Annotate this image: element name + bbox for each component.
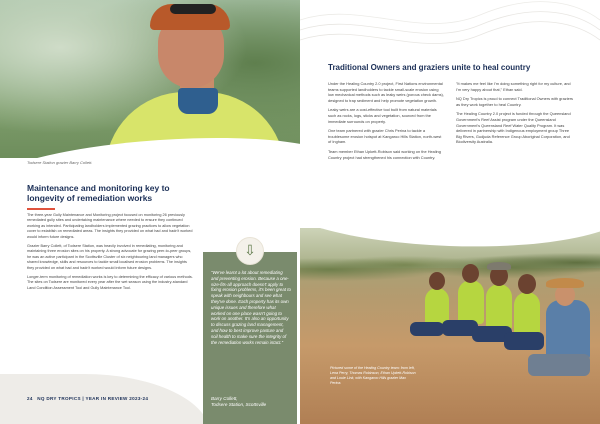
right-paragraph: Team member Ethan Upkett-Robison said working on the Healing Country project had strengthened his connection with Country. — [328, 148, 441, 160]
right-paragraph: Under the Healing Country 2.0 project, First Nations environmental teams supported landholders to tackle small-scale erosion using low mechanical methods such as leaky weirs (porous check dams), designed to trap sediment and help promote vegetation growth. — [328, 81, 444, 103]
right-column-2 — [456, 81, 574, 149]
page-number: 24 — [27, 396, 33, 401]
team-member-shirt — [514, 292, 540, 336]
quote-text: "We've learnt a lot about remediating and preventing erosion. Because a one-size-fits-all approach doesn't apply to fixing erosion problems, it's been great to speak with neighbours and see what they've done. Each property has its own unique issues and therefore what worked on one place wasn't going to work on another. It's also an opportunity to discuss grazing land management, and how to best improve pasture and soil health to make sure the integrity of the remediation works remain intact." — [211, 270, 291, 345]
right-photo-caption: Pictured some of the Healing Country team: from left, Lena Perry, Thomas Robinson, Ethan Upkett-Robison and Louie Link, with Kangaroo Hills grazier Max Perina. — [330, 366, 416, 385]
heading-accent-bar — [27, 208, 55, 210]
grazier-photo — [0, 0, 300, 158]
right-paragraph: The Healing Country 2.0 project is funded through the Queensland Government's Reef Assist program under the Queensland Government's Queensland Reef Water Quality Program. It was delivered in partnership with Indigenous employment group Three Big Rivers, Gudjuda Reference Group Aboriginal Corporation, and Biodiversity Australia. — [456, 111, 571, 145]
left-paragraph: The three-year Gully Maintenance and Monitoring project focused on monitoring 26 previously remediated gully sites and undertaking maintenance where needed to ensure they continued working as intended. Participating landholders implemented grazing practices to allow vegetation cover to establish on remediated areas. The insights they provided on what had and hadn't worked would inform future designs. — [27, 213, 193, 239]
person-collar — [178, 88, 218, 114]
footer-text: NQ DRY TROPICS | YEAR IN REVIEW 2023-24 — [37, 396, 149, 401]
right-paragraph: Leaky weirs are a cost-effective tool built from natural materials such as rocks, logs, sticks and vegetation, sourced from the immediate surrounds on property. — [328, 107, 437, 124]
quote-name: Barry Collett, — [211, 396, 238, 401]
quote-box — [203, 252, 297, 424]
left-paragraph: Grazier Barry Collett, of Todsere Station, was heavily involved in remediating, monitoring and maintaining three erosion sites on his property. A strong advocate for grazing peer-to-peer groups, he was an active participant in the Scottsville Cluster of six neighbouring land managers who shared knowledge, skills and resources to tackle small localised erosion problems. The insights they provided on what had and hadn't worked would inform future designs. — [27, 244, 192, 270]
team-member-head — [462, 264, 479, 283]
team-photo — [300, 228, 600, 424]
left-body — [27, 213, 195, 295]
quote-place: Todsere Station, Scottsville — [211, 402, 267, 407]
team-member-head — [429, 272, 445, 290]
right-column-1 — [328, 81, 445, 164]
quote-attribution — [211, 396, 291, 408]
right-paragraph: One team partnered with grazier Chris Perina to tackle a troublesome erosion hotspot at Kangaroo Hills Station, north-west of Ingham. — [328, 128, 442, 145]
left-heading: Maintenance and monitoring key to longevity of remediation works — [27, 183, 170, 203]
left-paragraph: Longer-term monitoring of remediation works is key to determining the efficacy of various methods. The sites on Todsere are monitored every year after the wet season using the industry-standard Land Condition Assessment Tool and Gully Maintenance Tool. — [27, 275, 193, 290]
right-heading: Traditional Owners and graziers unite to heal country — [328, 63, 531, 72]
decorative-wave-lines — [300, 0, 600, 60]
grazier-shirt — [546, 300, 590, 360]
grazier-jeans — [528, 354, 590, 376]
team-member-head — [518, 274, 536, 294]
team-member-jeans — [410, 322, 444, 336]
right-paragraph: "It makes me feel like I'm doing something right for my culture, and I'm very happy about that," Ethan said. — [456, 81, 571, 92]
team-member-shirt — [458, 280, 484, 324]
page-footer — [27, 396, 148, 401]
down-arrow-badge — [236, 237, 264, 265]
team-member-cap — [487, 262, 511, 270]
person-sunglasses — [170, 4, 216, 14]
team-member-jeans — [504, 332, 544, 350]
left-photo-caption: Todsere Station grazier Barry Collett. — [27, 160, 93, 165]
team-member-shirt — [486, 284, 512, 330]
down-arrow-icon: ⇩ — [244, 242, 256, 258]
right-paragraph: NQ Dry Tropics is proud to connect Traditional Owners with graziers as they work together to heal Country. — [456, 96, 573, 107]
grazier-hat — [546, 278, 584, 288]
